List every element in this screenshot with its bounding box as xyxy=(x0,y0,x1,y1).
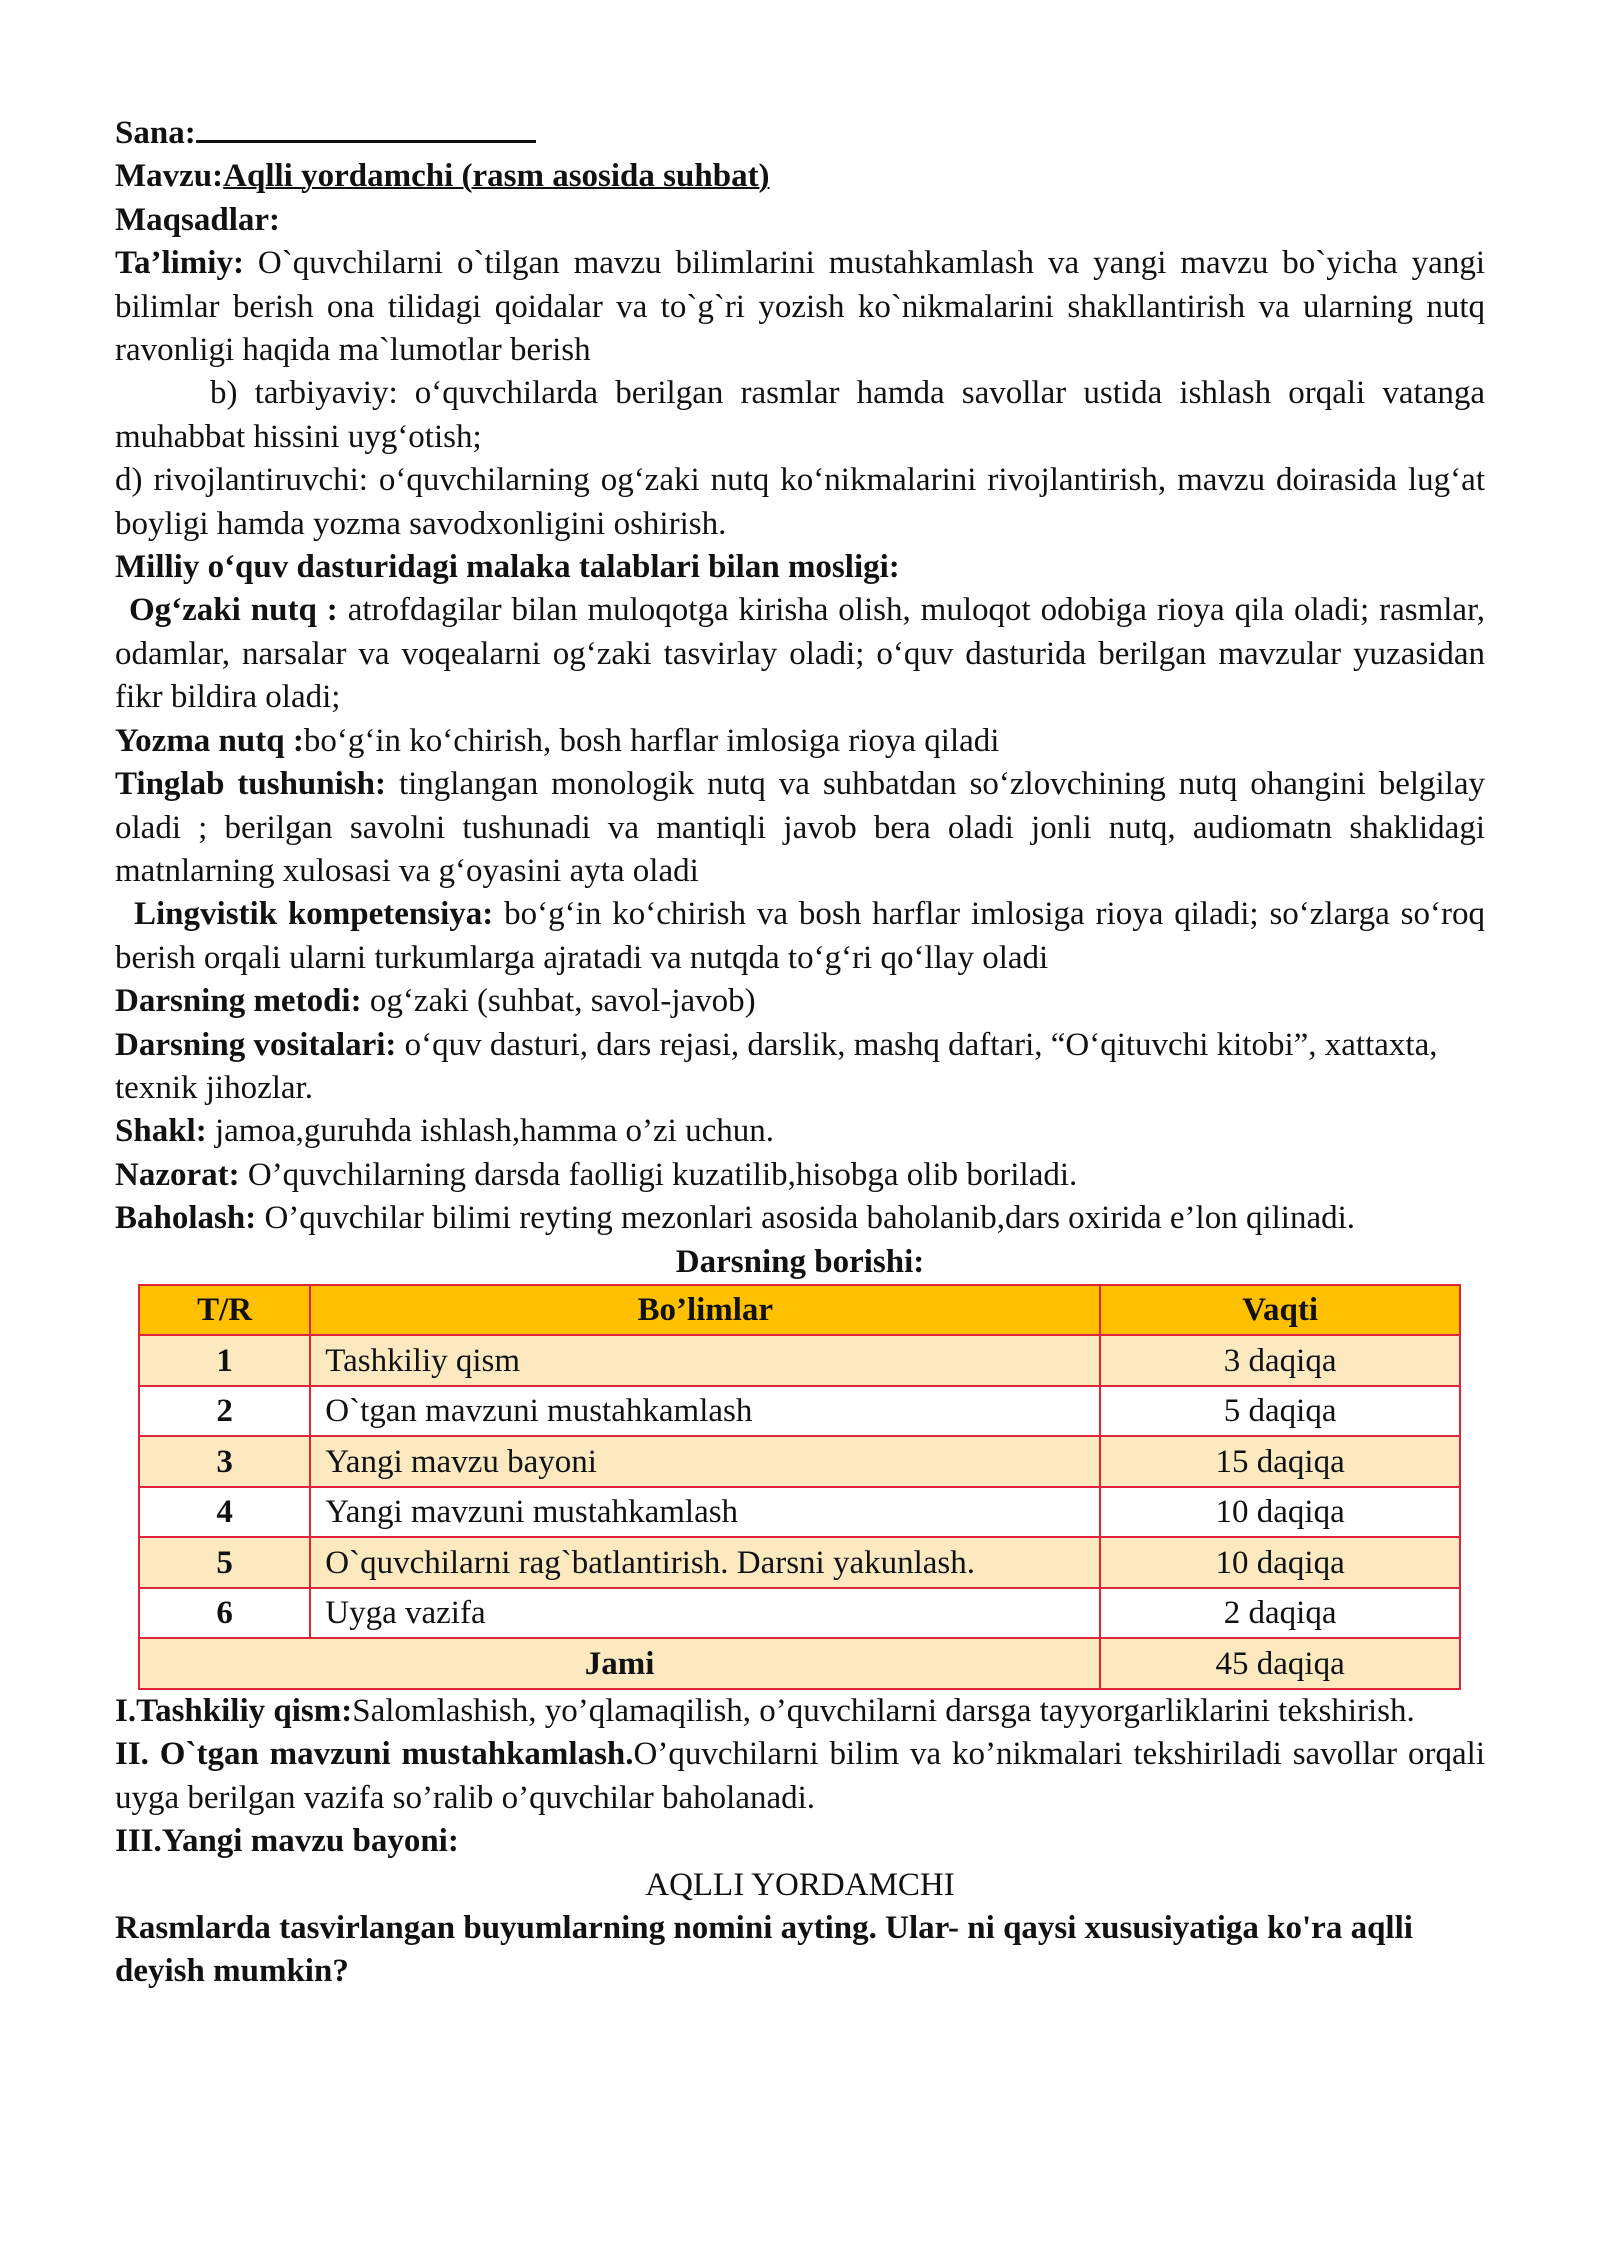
row-number: 4 xyxy=(139,1487,310,1538)
row-time: 3 daqiqa xyxy=(1100,1335,1460,1386)
row-number: 1 xyxy=(139,1335,310,1386)
total-label: Jami xyxy=(139,1638,1100,1689)
step-tashkiliy xyxy=(115,1690,1485,1733)
sana-line xyxy=(115,110,1485,155)
yozma-text: bo‘g‘in ko‘chirish, bosh harflar imlosiga rioya qiladi xyxy=(303,722,1000,759)
standard-ogzaki xyxy=(115,589,1485,719)
metod-label: Darsning metodi: xyxy=(115,983,362,1020)
table-header-row xyxy=(139,1285,1460,1336)
row-section: Yangi mavzu bayoni xyxy=(310,1436,1100,1487)
table-row xyxy=(139,1537,1460,1588)
table-row xyxy=(139,1588,1460,1639)
column-header: Vaqti xyxy=(1100,1285,1460,1336)
lesson-baholash xyxy=(115,1197,1485,1240)
table-row xyxy=(139,1436,1460,1487)
table-row xyxy=(139,1487,1460,1538)
talimiy-text: O`quvchilarni o`tilgan mavzu bilimlarini mustahkamlash va yangi mavzu bo`yicha yangi bilimlar berish ona tilidagi qoidalar va to`g`ri yozish ko`nikmalarini shakllantirish va ularning nutq ravonligi haqida ma`lumotlar berish xyxy=(115,245,1485,369)
baholash-text: O’quvchilar bilimi reyting mezonlari asosida baholanib,dars oxirida e’lon qilinadi. xyxy=(256,1200,1356,1237)
step1-text: Salomlashish, yo’qlamaqilish, o’quvchilarni darsga tayyorgarliklarini tekshirish. xyxy=(352,1692,1415,1729)
lingvistik-label: Lingvistik kompetensiya: xyxy=(134,896,494,933)
lesson-shakl xyxy=(115,1110,1485,1153)
nazorat-text: O’quvchilarning darsda faolligi kuzatilib,hisobga olib boriladi. xyxy=(239,1156,1078,1193)
standard-tinglab xyxy=(115,763,1485,893)
table-row xyxy=(139,1386,1460,1437)
maqsadlar-heading: Maqsadlar: xyxy=(115,201,280,238)
standard-lingvistik xyxy=(115,893,1485,980)
goal-rivojlantiruvchi: d) rivojlantiruvchi: o‘quvchilarning og‘zaki nutq ko‘nikmalarini rivojlantirish, mavzu doirasida lug‘at boyligi hamda yozma savodxonligini oshirish. xyxy=(115,462,1485,542)
row-number: 2 xyxy=(139,1386,310,1437)
lesson-plan-table xyxy=(138,1284,1461,1690)
yozma-label: Yozma nutq : xyxy=(115,722,304,759)
row-section: O`quvchilarni rag`batlantirish. Darsni yakunlash. xyxy=(310,1537,1100,1588)
row-number: 6 xyxy=(139,1588,310,1639)
talimiy-label: Ta’limiy: xyxy=(115,245,244,282)
lesson-vositalar xyxy=(115,1024,1485,1111)
plan-heading: Darsning borishi: xyxy=(675,1243,925,1280)
baholash-label: Baholash: xyxy=(115,1200,257,1237)
column-header: T/R xyxy=(139,1285,310,1336)
topic-title: AQLLI YORDAMCHI xyxy=(645,1866,955,1903)
nazorat-label: Nazorat: xyxy=(115,1156,240,1193)
row-time: 2 daqiqa xyxy=(1100,1588,1460,1639)
vositalar-text: o‘quv dasturi, dars rejasi, darslik, mashq daftari, “O‘qituvchi kitobi”, xattaxta, texnik jihozlar. xyxy=(115,1026,1438,1106)
mavzu-text: Aqlli yordamchi (rasm asosida suhbat) xyxy=(223,158,770,195)
column-header: Bo’limlar xyxy=(310,1285,1100,1336)
ogzaki-label: Og‘zaki nutq : xyxy=(129,592,338,629)
step-mustahkamlash xyxy=(115,1733,1485,1820)
step2-label: II. O`tgan mavzuni mustahkamlash. xyxy=(115,1736,634,1773)
goal-talimiy xyxy=(115,242,1485,372)
lesson-nazorat xyxy=(115,1154,1485,1197)
row-section: Uyga vazifa xyxy=(310,1588,1100,1639)
row-time: 15 daqiqa xyxy=(1100,1436,1460,1487)
step-yangi-mavzu: III.Yangi mavzu bayoni: xyxy=(115,1823,459,1860)
row-section: O`tgan mavzuni mustahkamlash xyxy=(310,1386,1100,1437)
tinglab-label: Tinglab tushunish: xyxy=(115,766,386,803)
standard-yozma xyxy=(115,720,1485,763)
sana-blank xyxy=(196,110,536,143)
row-number: 3 xyxy=(139,1436,310,1487)
lingvistik-text: bo‘g‘in ko‘chirish va bosh harflar imlosiga rioya qiladi; so‘zlarga so‘roq berish orqali ularni turkumlarga ajratadi va nutqda to‘g‘ri qo‘llay oladi xyxy=(115,896,1485,976)
row-time: 10 daqiqa xyxy=(1100,1487,1460,1538)
row-time: 5 daqiqa xyxy=(1100,1386,1460,1437)
table-total-row xyxy=(139,1638,1460,1689)
row-number: 5 xyxy=(139,1537,310,1588)
step2-text: O’quvchilarni bilim va ko’nikmalari tekshiriladi savollar orqali uyga berilgan vazifa so’ralib o’quvchilar baholanadi. xyxy=(115,1736,1485,1816)
ogzaki-text: atrofdagilar bilan muloqotga kirisha olish, muloqot odobiga rioya qila oladi; rasmlar, odamlar, narsalar va voqealarni og‘zaki tasvirlay oladi; o‘quv dasturida berilgan mavzular yuzasidan fikr bildira oladi; xyxy=(115,592,1485,716)
topic-question: Rasmlarda tasvirlangan buyumlarning nomini ayting. Ular- ni qaysi xususiyatiga ko'ra aqlli deyish mumkin? xyxy=(115,1910,1413,1990)
shakl-text: jamoa,guruhda ishlash,hamma o’zi uchun. xyxy=(206,1113,774,1150)
row-section: Tashkiliy qism xyxy=(310,1335,1100,1386)
vositalar-label: Darsning vositalari: xyxy=(115,1026,397,1063)
sana-label: Sana: xyxy=(115,115,196,151)
goal-tarbiyaviy: b) tarbiyaviy: o‘quvchilarda berilgan rasmlar hamda savollar ustida ishlash orqali vatanga muhabbat hissini uyg‘otish; xyxy=(115,375,1485,455)
lesson-metod xyxy=(115,980,1485,1023)
shakl-label: Shakl: xyxy=(115,1113,207,1150)
table-row xyxy=(139,1335,1460,1386)
step1-label: I.Tashkiliy qism: xyxy=(115,1692,353,1729)
row-section: Yangi mavzuni mustahkamlash xyxy=(310,1487,1100,1538)
metod-text: og‘zaki (suhbat, savol-javob) xyxy=(361,983,756,1020)
standards-heading: Milliy o‘quv dasturidagi malaka talablari bilan mosligi: xyxy=(115,549,900,586)
tinglab-text: tinglangan monologik nutq va suhbatdan so‘zlovchining nutq ohangini belgilay oladi ; berilgan savolni tushunadi va mantiqli javob bera oladi jonli nutq, audiomatn shaklidagi matnlarning xulosasi va g‘oyasini ayta oladi xyxy=(115,766,1485,889)
total-time: 45 daqiqa xyxy=(1100,1638,1460,1689)
mavzu-label: Mavzu: xyxy=(115,158,224,195)
row-time: 10 daqiqa xyxy=(1100,1537,1460,1588)
mavzu-line xyxy=(115,155,1485,198)
